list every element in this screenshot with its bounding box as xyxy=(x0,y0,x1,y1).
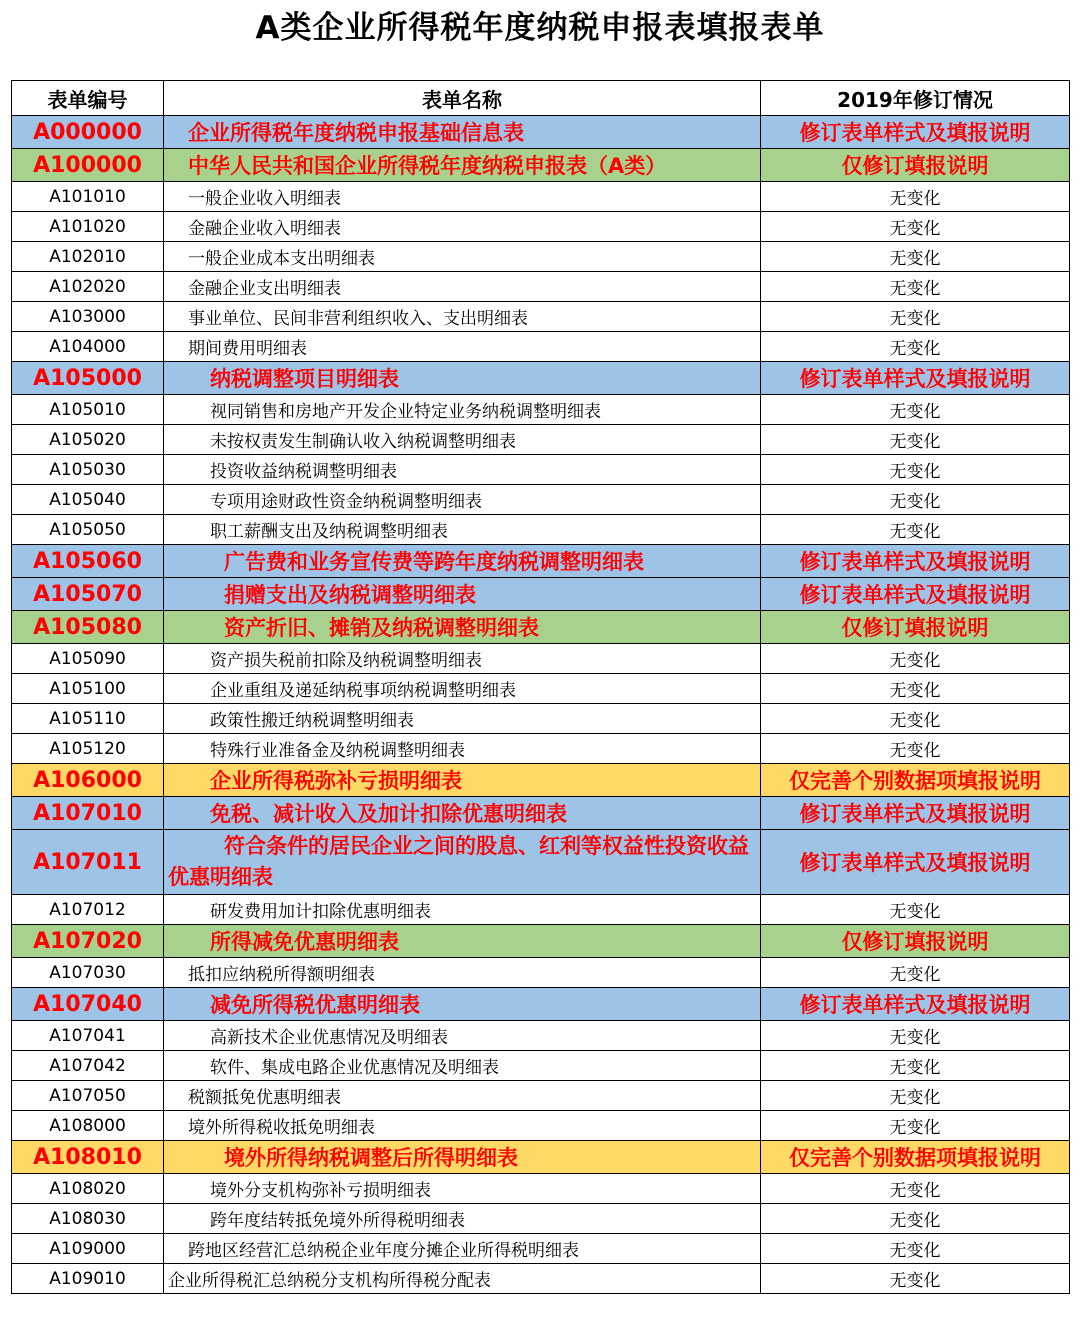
revision-status-cell: 无变化 xyxy=(761,895,1070,925)
revision-status-cell: 无变化 xyxy=(761,485,1070,515)
form-name-cell: 专项用途财政性资金纳税调整明细表 xyxy=(164,485,761,515)
form-name-cell: 投资收益纳税调整明细表 xyxy=(164,455,761,485)
form-name-cell: 期间费用明细表 xyxy=(164,332,761,362)
table-row xyxy=(12,1174,1070,1204)
revision-status-cell: 修订表单样式及填报说明 xyxy=(761,545,1070,578)
table-row xyxy=(12,515,1070,545)
form-code-cell: A103000 xyxy=(12,302,164,332)
form-name-cell: 未按权责发生制确认收入纳税调整明细表 xyxy=(164,425,761,455)
form-name-cell: 免税、减计收入及加计扣除优惠明细表 xyxy=(164,797,761,830)
table-body xyxy=(12,116,1070,1294)
table-row xyxy=(12,704,1070,734)
form-code-cell: A107050 xyxy=(12,1081,164,1111)
form-name-cell: 纳税调整项目明细表 xyxy=(164,362,761,395)
revision-status-cell: 修订表单样式及填报说明 xyxy=(761,830,1070,895)
form-name-cell: 税额抵免优惠明细表 xyxy=(164,1081,761,1111)
form-code-cell: A106000 xyxy=(12,764,164,797)
form-code-cell: A107041 xyxy=(12,1021,164,1051)
form-name-cell: 资产损失税前扣除及纳税调整明细表 xyxy=(164,644,761,674)
revision-status-cell: 无变化 xyxy=(761,674,1070,704)
form-code-cell: A107012 xyxy=(12,895,164,925)
revision-status-cell: 无变化 xyxy=(761,395,1070,425)
form-code-cell: A105040 xyxy=(12,485,164,515)
table-row xyxy=(12,988,1070,1021)
table-row xyxy=(12,1021,1070,1051)
header-name: 表单名称 xyxy=(164,81,761,116)
table-row xyxy=(12,1264,1070,1294)
revision-status-cell: 仅修订填报说明 xyxy=(761,149,1070,182)
form-name-cell: 软件、集成电路企业优惠情况及明细表 xyxy=(164,1051,761,1081)
form-name-cell: 职工薪酬支出及纳税调整明细表 xyxy=(164,515,761,545)
form-name-cell: 高新技术企业优惠情况及明细表 xyxy=(164,1021,761,1051)
revision-status-cell: 无变化 xyxy=(761,1174,1070,1204)
form-code-cell: A104000 xyxy=(12,332,164,362)
form-name-cell: 境外分支机构弥补亏损明细表 xyxy=(164,1174,761,1204)
revision-status-cell: 仅完善个别数据项填报说明 xyxy=(761,1141,1070,1174)
table-row xyxy=(12,1204,1070,1234)
revision-status-cell: 无变化 xyxy=(761,1234,1070,1264)
form-name-cell: 境外所得纳税调整后所得明细表 xyxy=(164,1141,761,1174)
revision-status-cell: 仅修订填报说明 xyxy=(761,611,1070,644)
form-name-cell: 特殊行业准备金及纳税调整明细表 xyxy=(164,734,761,764)
table-row xyxy=(12,212,1070,242)
form-code-cell: A000000 xyxy=(12,116,164,149)
revision-status-cell: 修订表单样式及填报说明 xyxy=(761,578,1070,611)
revision-status-cell: 无变化 xyxy=(761,1111,1070,1141)
form-name-cell: 金融企业收入明细表 xyxy=(164,212,761,242)
form-name-cell: 政策性搬迁纳税调整明细表 xyxy=(164,704,761,734)
table-row xyxy=(12,578,1070,611)
revision-status-cell: 无变化 xyxy=(761,272,1070,302)
revision-status-cell: 无变化 xyxy=(761,1051,1070,1081)
revision-status-cell: 无变化 xyxy=(761,1264,1070,1294)
form-name-cell: 减免所得税优惠明细表 xyxy=(164,988,761,1021)
form-code-cell: A107011 xyxy=(12,830,164,895)
form-code-cell: A105000 xyxy=(12,362,164,395)
table-row xyxy=(12,1111,1070,1141)
form-name-cell: 视同销售和房地产开发企业特定业务纳税调整明细表 xyxy=(164,395,761,425)
revision-status-cell: 无变化 xyxy=(761,425,1070,455)
table-row xyxy=(12,116,1070,149)
table-row xyxy=(12,362,1070,395)
revision-status-cell: 修订表单样式及填报说明 xyxy=(761,116,1070,149)
table-row xyxy=(12,485,1070,515)
revision-status-cell: 无变化 xyxy=(761,1021,1070,1051)
form-name-cell: 企业所得税汇总纳税分支机构所得税分配表 xyxy=(164,1264,761,1294)
form-code-cell: A108020 xyxy=(12,1174,164,1204)
table-row xyxy=(12,332,1070,362)
table-row xyxy=(12,182,1070,212)
form-name-cell: 中华人民共和国企业所得税年度纳税申报表（A类） xyxy=(164,149,761,182)
form-name-cell: 企业所得税弥补亏损明细表 xyxy=(164,764,761,797)
form-code-cell: A105080 xyxy=(12,611,164,644)
form-code-cell: A108010 xyxy=(12,1141,164,1174)
forms-table xyxy=(11,80,1070,1294)
revision-status-cell: 无变化 xyxy=(761,1081,1070,1111)
revision-status-cell: 无变化 xyxy=(761,332,1070,362)
form-name-cell: 资产折旧、摊销及纳税调整明细表 xyxy=(164,611,761,644)
form-name-cell: 境外所得税收抵免明细表 xyxy=(164,1111,761,1141)
table-row xyxy=(12,764,1070,797)
form-name-cell: 抵扣应纳税所得额明细表 xyxy=(164,958,761,988)
table-row xyxy=(12,1051,1070,1081)
table-row xyxy=(12,1234,1070,1264)
revision-status-cell: 无变化 xyxy=(761,455,1070,485)
form-code-cell: A105060 xyxy=(12,545,164,578)
table-row xyxy=(12,674,1070,704)
revision-status-cell: 无变化 xyxy=(761,704,1070,734)
table-row xyxy=(12,1081,1070,1111)
form-code-cell: A105090 xyxy=(12,644,164,674)
form-code-cell: A108030 xyxy=(12,1204,164,1234)
table-row xyxy=(12,242,1070,272)
form-code-cell: A107042 xyxy=(12,1051,164,1081)
table-row xyxy=(12,797,1070,830)
header-code: 表单编号 xyxy=(12,81,164,116)
revision-status-cell: 无变化 xyxy=(761,182,1070,212)
form-code-cell: A101020 xyxy=(12,212,164,242)
form-code-cell: A107040 xyxy=(12,988,164,1021)
form-code-cell: A102010 xyxy=(12,242,164,272)
table-row xyxy=(12,644,1070,674)
table-row xyxy=(12,958,1070,988)
form-name-cell: 符合条件的居民企业之间的股息、红利等权益性投资收益优惠明细表 xyxy=(164,830,761,895)
form-code-cell: A101010 xyxy=(12,182,164,212)
form-name-cell: 跨年度结转抵免境外所得税明细表 xyxy=(164,1204,761,1234)
form-name-cell: 捐赠支出及纳税调整明细表 xyxy=(164,578,761,611)
revision-status-cell: 仅完善个别数据项填报说明 xyxy=(761,764,1070,797)
form-name-cell: 所得减免优惠明细表 xyxy=(164,925,761,958)
table-row xyxy=(12,425,1070,455)
form-code-cell: A105050 xyxy=(12,515,164,545)
revision-status-cell: 无变化 xyxy=(761,1204,1070,1234)
form-code-cell: A105070 xyxy=(12,578,164,611)
table-header-row xyxy=(12,81,1070,116)
revision-status-cell: 仅修订填报说明 xyxy=(761,925,1070,958)
revision-status-cell: 无变化 xyxy=(761,212,1070,242)
form-code-cell: A107010 xyxy=(12,797,164,830)
table-row xyxy=(12,830,1070,895)
form-name-cell: 跨地区经营汇总纳税企业年度分摊企业所得税明细表 xyxy=(164,1234,761,1264)
form-name-cell: 广告费和业务宣传费等跨年度纳税调整明细表 xyxy=(164,545,761,578)
form-code-cell: A107020 xyxy=(12,925,164,958)
table-row xyxy=(12,272,1070,302)
form-code-cell: A108000 xyxy=(12,1111,164,1141)
table-row xyxy=(12,302,1070,332)
form-code-cell: A105110 xyxy=(12,704,164,734)
revision-status-cell: 无变化 xyxy=(761,515,1070,545)
form-name-cell: 事业单位、民间非营利组织收入、支出明细表 xyxy=(164,302,761,332)
table-row xyxy=(12,895,1070,925)
table-row xyxy=(12,149,1070,182)
page-title: A类企业所得税年度纳税申报表填报表单 xyxy=(255,10,825,46)
form-name-cell: 企业重组及递延纳税事项纳税调整明细表 xyxy=(164,674,761,704)
form-name-cell: 研发费用加计扣除优惠明细表 xyxy=(164,895,761,925)
table-row xyxy=(12,395,1070,425)
table-row xyxy=(12,545,1070,578)
revision-status-cell: 无变化 xyxy=(761,644,1070,674)
form-code-cell: A100000 xyxy=(12,149,164,182)
revision-status-cell: 修订表单样式及填报说明 xyxy=(761,797,1070,830)
form-code-cell: A105100 xyxy=(12,674,164,704)
form-name-cell: 金融企业支出明细表 xyxy=(164,272,761,302)
form-code-cell: A109010 xyxy=(12,1264,164,1294)
table-row xyxy=(12,1141,1070,1174)
form-code-cell: A109000 xyxy=(12,1234,164,1264)
revision-status-cell: 修订表单样式及填报说明 xyxy=(761,362,1070,395)
form-code-cell: A105010 xyxy=(12,395,164,425)
form-code-cell: A105030 xyxy=(12,455,164,485)
header-status: 2019年修订情况 xyxy=(761,81,1070,116)
form-code-cell: A102020 xyxy=(12,272,164,302)
table-row xyxy=(12,455,1070,485)
form-code-cell: A105020 xyxy=(12,425,164,455)
form-name-cell: 企业所得税年度纳税申报基础信息表 xyxy=(164,116,761,149)
form-code-cell: A107030 xyxy=(12,958,164,988)
revision-status-cell: 无变化 xyxy=(761,734,1070,764)
revision-status-cell: 修订表单样式及填报说明 xyxy=(761,988,1070,1021)
table-row xyxy=(12,611,1070,644)
revision-status-cell: 无变化 xyxy=(761,302,1070,332)
table-row xyxy=(12,734,1070,764)
form-name-cell: 一般企业成本支出明细表 xyxy=(164,242,761,272)
revision-status-cell: 无变化 xyxy=(761,958,1070,988)
revision-status-cell: 无变化 xyxy=(761,242,1070,272)
form-name-cell: 一般企业收入明细表 xyxy=(164,182,761,212)
table-row xyxy=(12,925,1070,958)
form-code-cell: A105120 xyxy=(12,734,164,764)
